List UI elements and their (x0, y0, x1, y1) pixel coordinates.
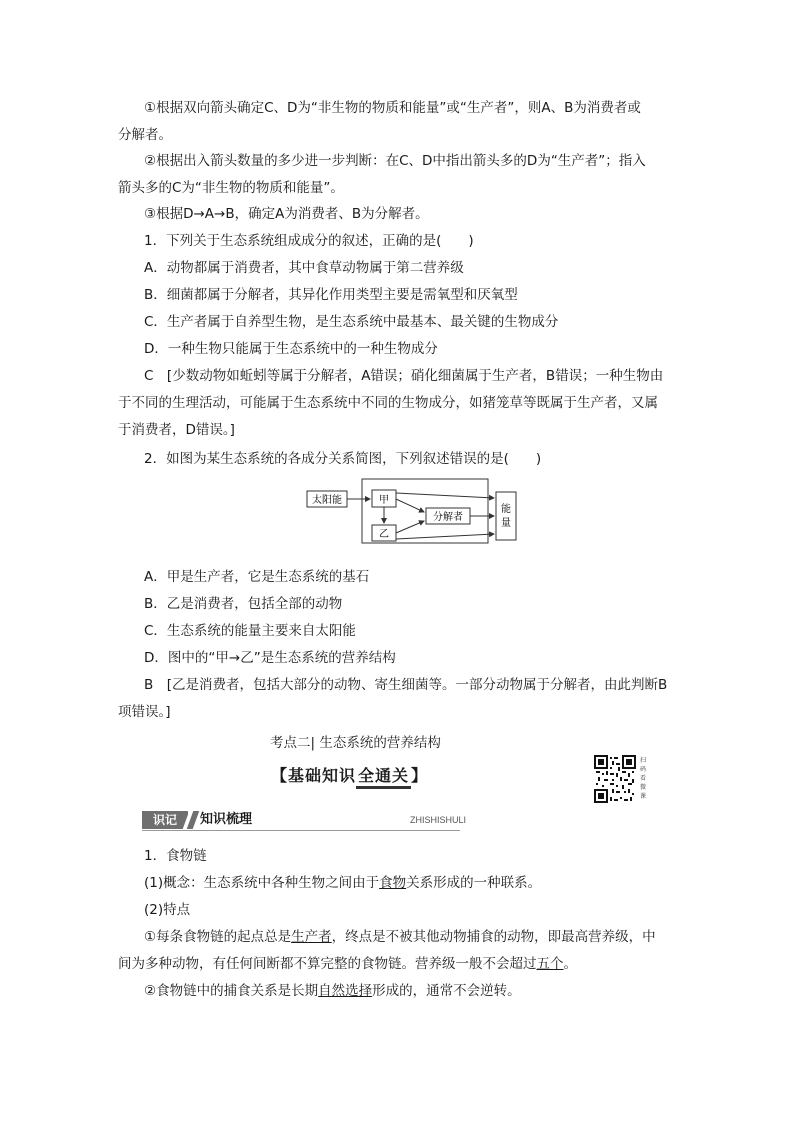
energy-label-2: 量 (501, 518, 511, 529)
arrow-jia-decomposer (396, 499, 424, 512)
blank-answer-food: 食物 (379, 875, 407, 891)
qr-code-icon[interactable] (594, 755, 636, 803)
features-heading: (2)特点 (144, 902, 191, 918)
question-1-stem: 1．下列关于生态系统组成成分的叙述，正确的是( ) (144, 233, 474, 249)
question-1-option-c: C．生产者属于自养型生物，是生态系统中最基本、最关键的生物成分 (144, 314, 559, 330)
question-2-answer: B [乙是消费者，包括大部分的动物、寄生细菌等。一部分动物属于分解者，由此判断B (144, 677, 668, 693)
decomposer-label: 分解者 (433, 512, 463, 523)
paragraph-2-cont: 箭头多的C为“非生物的物质和能量”。 (118, 180, 344, 196)
blank-answer-producer: 生产者 (291, 929, 332, 945)
section-title: 考点二| 生态系统的营养结构 (270, 735, 441, 751)
blank-answer-five: 五个 (536, 956, 564, 972)
sun-label: 太阳能 (312, 495, 342, 506)
energy-label-1: 能 (501, 504, 511, 515)
feature-1-cont: 间为多种动物，有任何间断都不算完整的食物链。营养级一般不会超过五个。 (118, 956, 577, 972)
question-1-answer: C [少数动物如蚯蚓等属于分解者，A错误；硝化细菌属于生产者，B错误；一种生物由 (144, 368, 664, 384)
paragraph-1-cont: 分解者。 (118, 127, 172, 143)
question-2-option-b: B．乙是消费者，包括全部的动物 (144, 596, 343, 612)
yi-label: 乙 (379, 529, 389, 540)
question-2-answer-cont: 项错误。] (118, 704, 171, 720)
ecosystem-diagram (306, 478, 518, 546)
blank-answer-selection: 自然选择 (318, 983, 373, 999)
qr-caption: 扫码看微课 (640, 757, 647, 800)
jia-label: 甲 (379, 495, 389, 506)
question-2-option-d: D．图中的“甲→乙”是生态系统的营养结构 (144, 650, 396, 666)
energy-box (496, 492, 516, 540)
paragraph-3: ③根据D→A→B，确定A为消费者、B为分解者。 (144, 206, 429, 222)
bar-english: ZHISHISHULI (410, 815, 467, 825)
question-1-answer-cont2: 于消费者，D错误。] (118, 422, 235, 438)
question-2-stem: 2．如图为某生态系统的各成分关系简图，下列叙述错误的是( ) (144, 451, 542, 467)
banner-right: 】 (411, 766, 429, 785)
arrow-jia-energy (396, 493, 494, 498)
question-2-option-a: A．甲是生产者，它是生态系统的基石 (144, 569, 370, 585)
question-2-option-c: C．生态系统的能量主要来自太阳能 (144, 623, 356, 639)
question-1-option-a: A．动物都属于消费者，其中食草动物属于第二营养级 (144, 260, 464, 276)
food-chain-heading: 1．食物链 (144, 848, 207, 864)
arrow-yi-decomposer (396, 521, 424, 533)
concept-line: (1)概念：生态系统中各种生物之间由于食物关系形成的一种联系。 (144, 875, 542, 891)
banner-left: 【基础知识 (271, 766, 357, 785)
question-1-answer-cont: 于不同的生理活动，可能属于生态系统中不同的生物成分，如猪笼草等既属于生产者，又属 (118, 395, 658, 411)
feature-2: ②食物链中的捕食关系是长期自然选择形成的，通常不会逆转。 (144, 983, 521, 999)
knowledge-section-bar (142, 809, 467, 831)
arrow-yi-energy (396, 534, 494, 539)
bar-rule (142, 830, 460, 831)
paragraph-1: ①根据双向箭头确定C、D为“非生物的物质和能量”或“生产者”，则A、B为消费者或 (144, 100, 641, 116)
question-1-option-d: D．一种生物只能属于生态系统中的一种生物成分 (144, 341, 438, 357)
feature-1: ①每条食物链的起点总是生产者，终点是不被其他动物捕食的动物，即最高营养级，中 (144, 929, 656, 945)
section-banner (271, 763, 428, 789)
bar-label: 知识梳理 (200, 812, 253, 827)
paragraph-2: ②根据出入箭头数量的多少进一步判断：在C、D中指出箭头多的D为“生产者”；指入 (144, 153, 646, 169)
bar-tag: 识记 (142, 811, 188, 829)
question-1-option-b: B．细菌都属于分解者，其异化作用类型主要是需氧型和厌氧型 (144, 287, 518, 303)
banner-mid: 全通关 (356, 763, 411, 789)
